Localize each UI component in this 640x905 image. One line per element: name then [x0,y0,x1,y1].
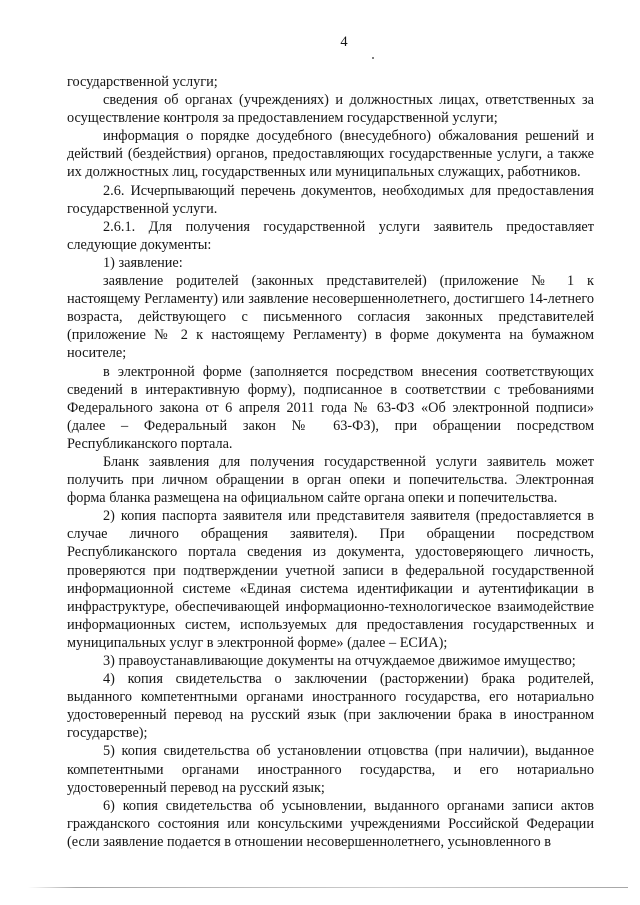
scan-speck [372,57,374,59]
paragraph-14: 6) копия свидетельства об усыновлении, выданного органами записи актов гражданского состояния или консульскими учреждениями Российской Федерации (если заявление подается в отношении несовершеннолетнего, усыновленного в [67,797,594,850]
scan-bottom-edge [28,887,628,888]
paragraph-7: заявление родителей (законных представителей) (приложение № 1 к настоящему Регламенту) или заявление несовершеннолетнего, достигшего 14-летнего возраста, действующего с письменного согласия законных представителей (приложение № 2 к настоящему Регламенту) в форме документа на бумажном носителе; [67,273,594,362]
paragraph-4: 2.6. Исчерпывающий перечень документов, необходимых для предоставления государственной услуги. [67,182,594,217]
paragraph-1: государственной услуги; [67,74,218,90]
paragraph-2: сведения об органах (учреждениях) и должностных лицах, ответственных за осуществление контроля за предоставлением государственной услуги; [67,92,594,127]
paragraph-8: в электронной форме (заполняется посредством внесения соответствующих сведений в интерактивную форму), подписанное в соответствии с требованиями Федерального закона от 6 апреля 2011 года № 63-ФЗ «Об электронной подписи» (далее – Федеральный закон № 63-ФЗ), при обращении посредством Республиканского портала. [67,363,594,452]
paragraph-13: 5) копия свидетельства об установлении отцовства (при наличии), выданное компетентными органами иностранного государства, и его нотариально удостоверенный перевод на русский язык; [67,743,594,796]
paragraph-9: Бланк заявления для получения государственной услуги заявитель может получить при личном обращении в орган опеки и попечительства. Электронная форма бланка размещена на официальном сайте органа опеки и попечительства. [67,453,594,507]
paragraph-5: 2.6.1. Для получения государственной услуги заявитель предоставляет следующие документы: [67,218,594,253]
paragraph-3: информация о порядке досудебного (внесудебного) обжалования решений и действий (бездействия) органов, предоставляющих государственные услуги, а также их должностных лиц, государственных или муниципальных служащих, работников. [67,128,594,181]
paragraph-10: 2) копия паспорта заявителя или представителя заявителя (предоставляется в случае личного обращения заявителя). При обращении посредством Республиканского портала сведения из документа, удостоверяющего личность, проверяются при подтверждении учетной записи в федеральной государственной информационной системе «Единая система идентификации и аутентификации в инфраструктуре, обеспечивающей информационно-технологическое взаимодействие информационных систем, используемых для предоставления государственных и муниципальных услуг в электронной форме» (далее – ЕСИА); [67,508,594,651]
paragraph-11: 3) правоустанавливающие документы на отчуждаемое движимое имущество; [103,653,576,669]
paragraph-6: 1) заявление: [103,254,183,271]
page-number: 4 [340,34,348,50]
document-body [67,73,594,851]
paragraph-12: 4) копия свидетельства о заключении (расторжении) брака родителей, выданного компетентными органами иностранного государства, его нотариально удостоверенный перевод на русский язык (при заключении брака в иностранном государстве); [67,671,594,742]
